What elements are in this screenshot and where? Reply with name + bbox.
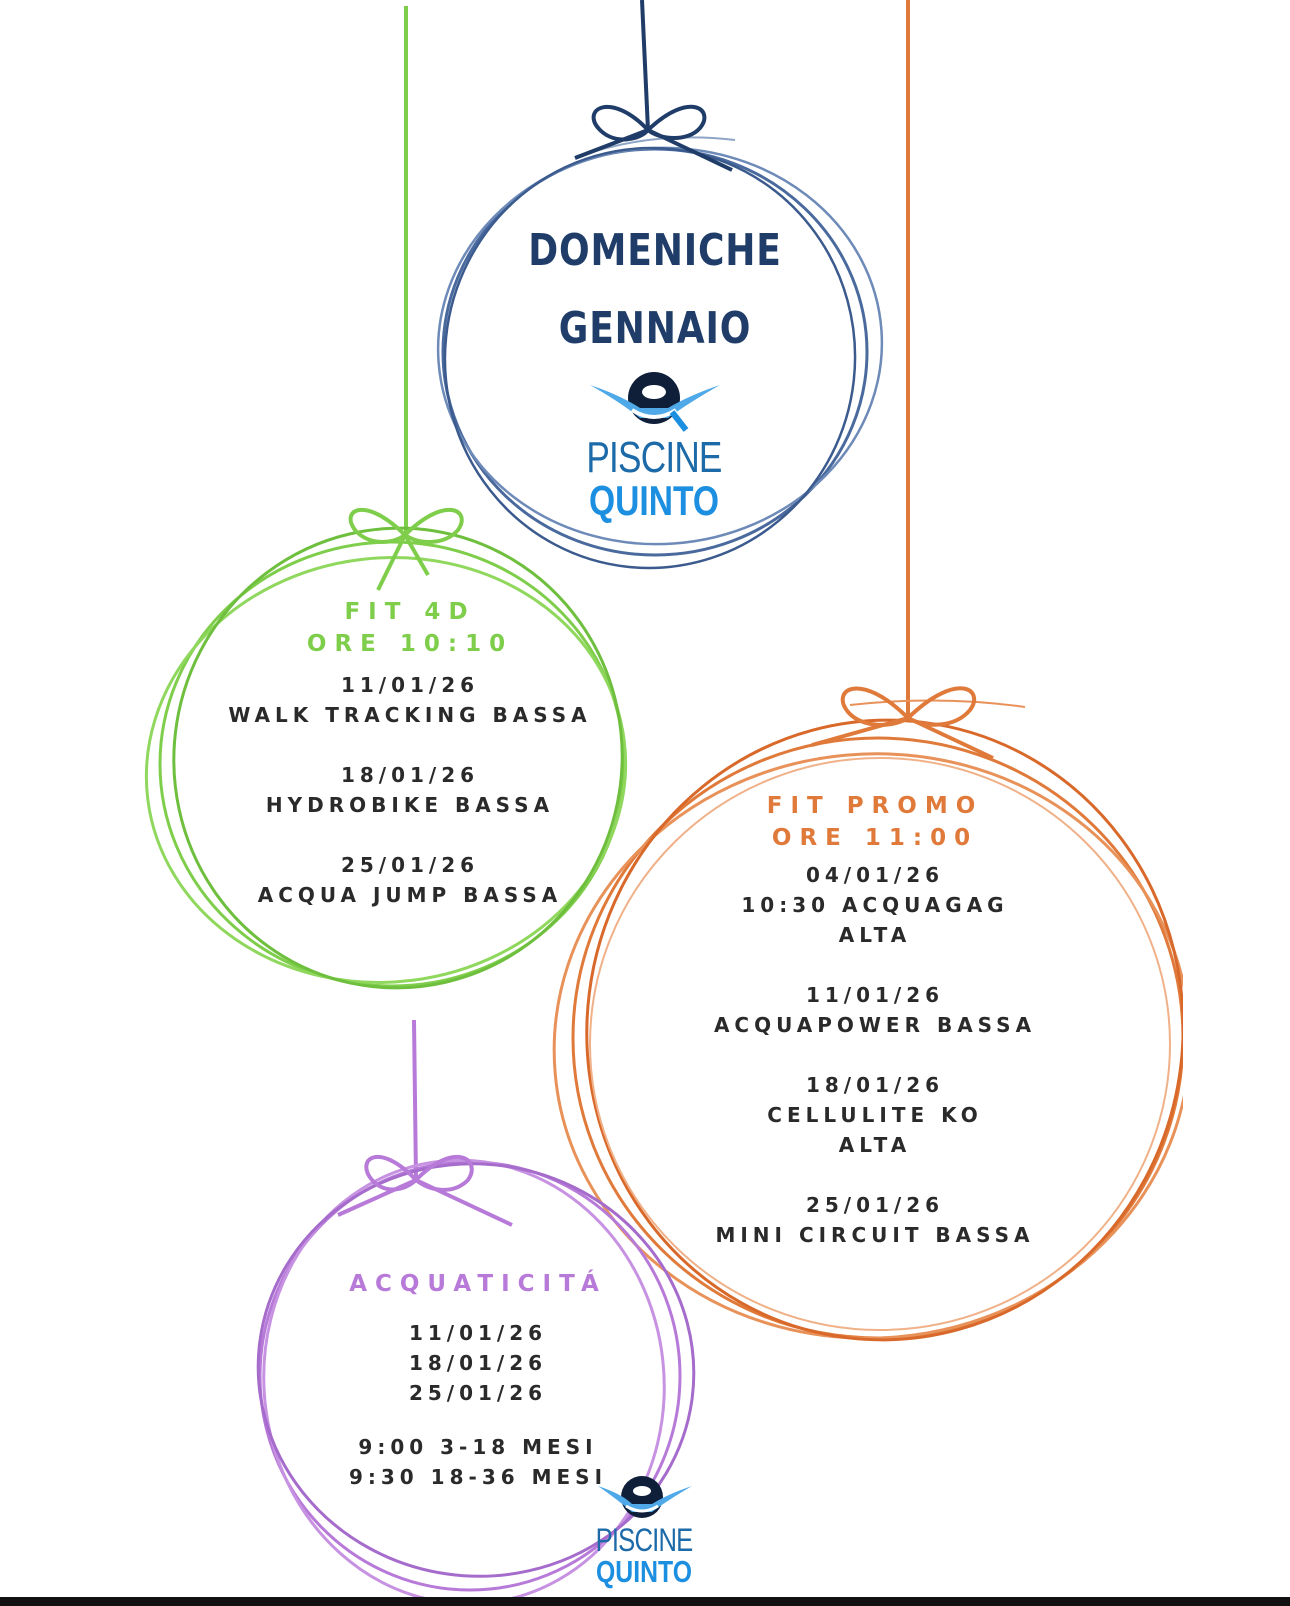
- swimmer-logo-icon-small: [598, 1476, 692, 1518]
- swimmer-logo-icon: [590, 372, 720, 430]
- fitpromo-entry-date: 25/01/26: [805, 1193, 945, 1217]
- acquaticita-title: ACQUATICITÁ: [349, 1271, 607, 1297]
- acquaticita-date: 18/01/26: [408, 1351, 548, 1375]
- acquaticita-date: 25/01/26: [408, 1381, 548, 1405]
- acquaticita-time: 9:00 3-18 MESI: [358, 1435, 598, 1459]
- fitpromo-entry-date: 11/01/26: [805, 983, 945, 1007]
- logo-word-1: PISCINE: [595, 1522, 693, 1558]
- fitpromo-title: FIT PROMO: [766, 793, 984, 819]
- brand-logo-bottom: [583, 1524, 704, 1587]
- fit4d-entry-activity: HYDROBIKE BASSA: [265, 793, 555, 817]
- purple-string: [414, 1020, 416, 1180]
- fitpromo-entry-line: CELLULITE KO: [767, 1103, 983, 1127]
- fitpromo-entry-date: 18/01/26: [805, 1073, 945, 1097]
- fitpromo-entry-line: 10:30 ACQUAGAG: [741, 893, 1009, 917]
- fit4d-entry-date: 11/01/26: [340, 673, 480, 697]
- logo-word-1: PISCINE: [586, 433, 722, 482]
- fit4d-entry-date: 25/01/26: [340, 853, 480, 877]
- page-title: [528, 212, 781, 368]
- fitpromo-section: [714, 790, 1036, 1250]
- title-line-2: GENNAIO: [558, 303, 752, 354]
- fit4d-section: [228, 596, 591, 910]
- bottom-border: [0, 1597, 1290, 1606]
- acquaticita-section: [349, 1268, 607, 1492]
- fit4d-time: ORE 10:10: [306, 631, 514, 657]
- fitpromo-time: ORE 11:00: [771, 825, 979, 851]
- fitpromo-entry-date: 04/01/26: [805, 863, 945, 887]
- logo-word-2: QUINTO: [588, 477, 720, 524]
- fit4d-entry-activity: ACQUA JUMP BASSA: [257, 883, 563, 907]
- acquaticita-date: 11/01/26: [408, 1321, 548, 1345]
- brand-logo: [569, 433, 738, 524]
- title-line-1: DOMENICHE: [528, 225, 782, 276]
- fitpromo-entry-line: MINI CIRCUIT BASSA: [715, 1223, 1035, 1247]
- fitpromo-entry-line: ALTA: [838, 923, 912, 947]
- acquaticita-time: 9:30 18-36 MESI: [348, 1465, 608, 1489]
- fit4d-entry-activity: WALK TRACKING BASSA: [228, 703, 592, 727]
- fit4d-entry-date: 18/01/26: [340, 763, 480, 787]
- fit4d-title: FIT 4D: [344, 599, 476, 625]
- logo-word-2: QUINTO: [596, 1554, 692, 1589]
- fitpromo-entry-line: ALTA: [838, 1133, 912, 1157]
- navy-string: [642, 0, 648, 130]
- fitpromo-entry-line: ACQUAPOWER BASSA: [713, 1013, 1037, 1037]
